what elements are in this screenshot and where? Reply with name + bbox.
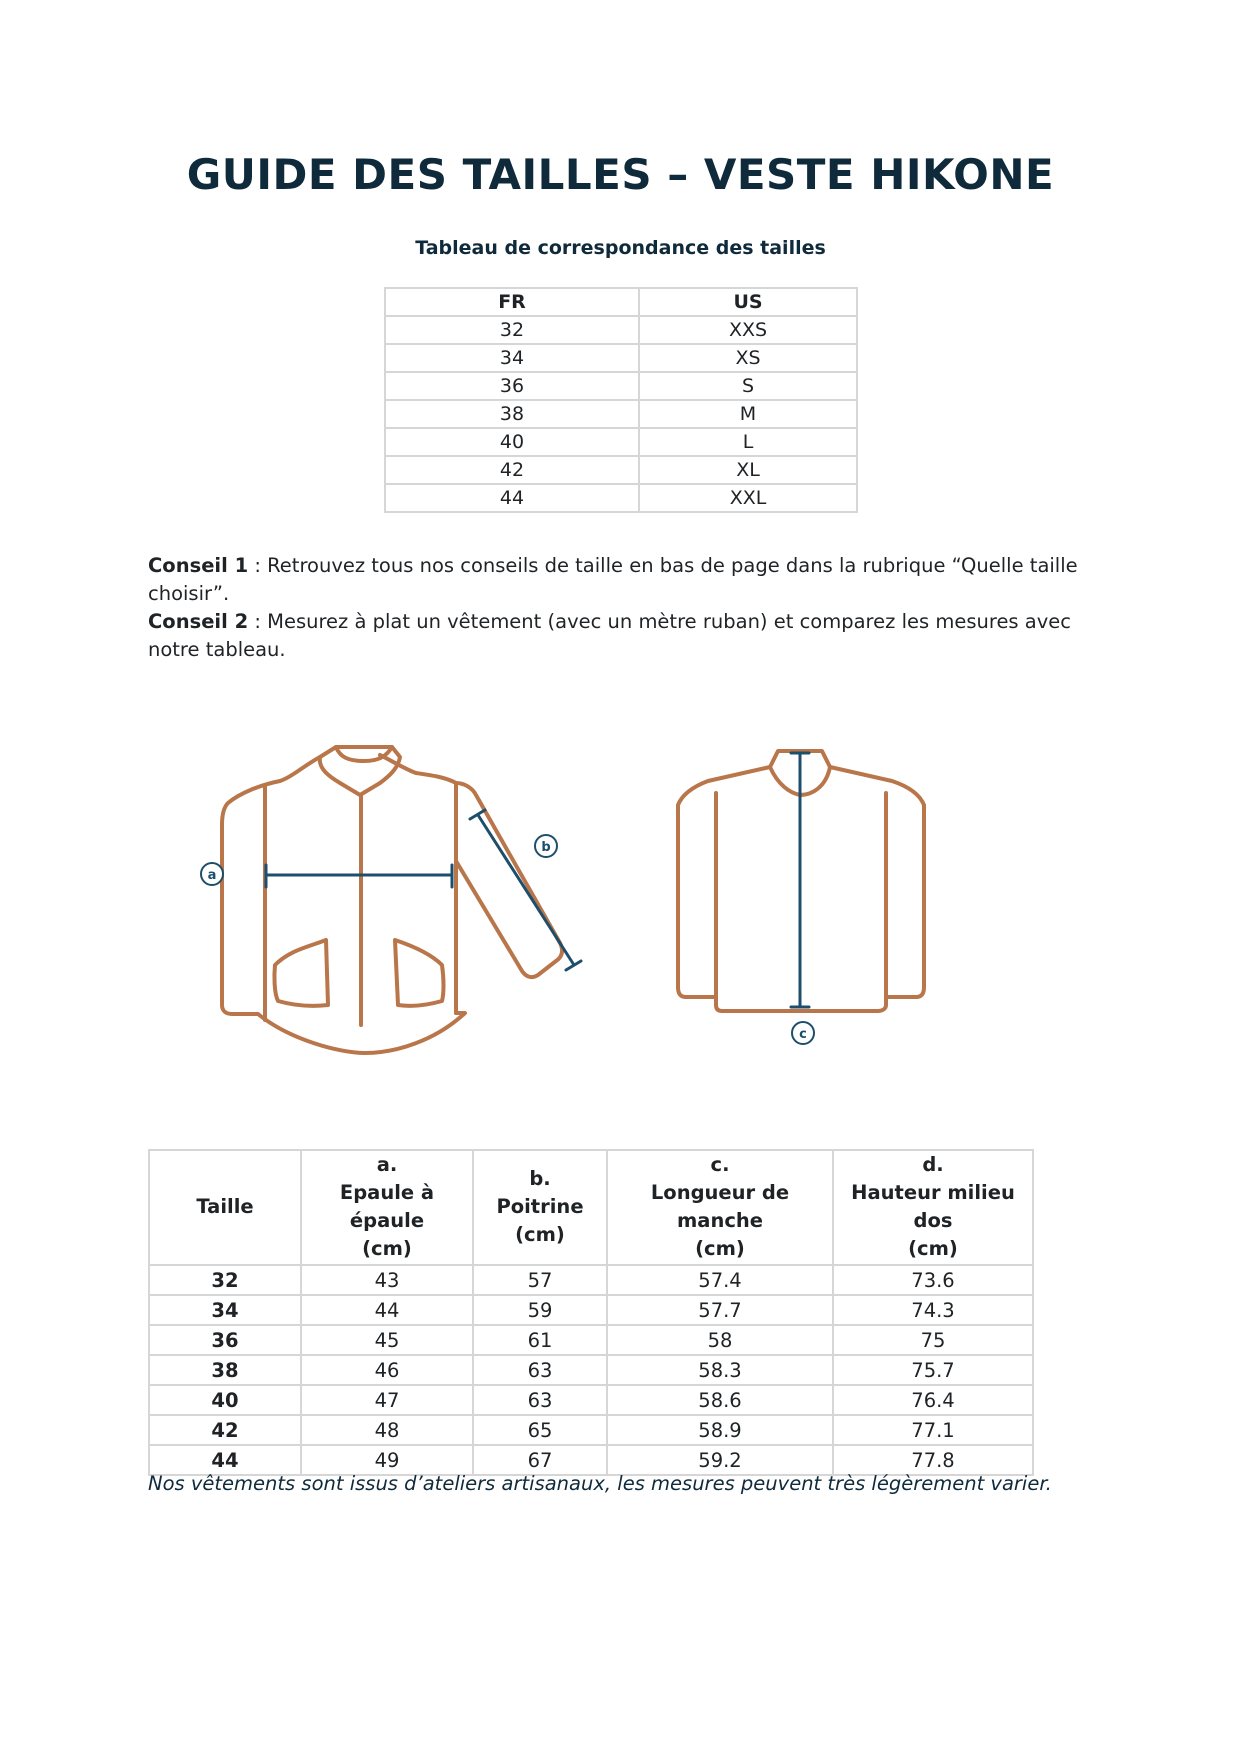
table-row (385, 400, 857, 428)
fr-size: 34 (385, 344, 639, 372)
marker-b-label: b (541, 840, 551, 855)
shoulder-cell: 46 (301, 1355, 473, 1385)
fr-size: 40 (385, 428, 639, 456)
chest-cell: 63 (473, 1385, 607, 1415)
back-height-cell: 77.8 (833, 1445, 1033, 1475)
column-name: Poitrine (496, 1195, 584, 1218)
shoulder-cell: 47 (301, 1385, 473, 1415)
tip-1-label: Conseil 1 (148, 554, 249, 577)
size-correspondence-table (384, 287, 858, 513)
marker-c-icon (792, 1022, 814, 1044)
back-height-cell: 76.4 (833, 1385, 1033, 1415)
sleeve-length-line (478, 815, 574, 965)
column-letter: c. (710, 1153, 730, 1176)
header-us: US (639, 288, 857, 316)
chest-cell: 59 (473, 1295, 607, 1325)
marker-a-icon (201, 863, 223, 885)
header-sleeve (607, 1150, 833, 1265)
column-letter: a. (376, 1153, 398, 1176)
table-row (149, 1325, 1033, 1355)
tip-2-label: Conseil 2 (148, 610, 249, 633)
sleeve-cell: 57.7 (607, 1295, 833, 1325)
column-unit: (cm) (362, 1237, 412, 1260)
sleeve-cell: 57.4 (607, 1265, 833, 1295)
marker-c-label: c (799, 1027, 807, 1042)
us-size: L (639, 428, 857, 456)
us-size: XS (639, 344, 857, 372)
us-size: XXL (639, 484, 857, 512)
table-header-row (385, 288, 857, 316)
marker-b-icon (535, 835, 557, 857)
jacket-front-illustration (222, 747, 562, 1053)
fr-size: 36 (385, 372, 639, 400)
table-row (385, 456, 857, 484)
back-height-cell: 77.1 (833, 1415, 1033, 1445)
table-row (385, 372, 857, 400)
table-row (385, 344, 857, 372)
column-unit: (cm) (908, 1237, 958, 1260)
chest-cell: 63 (473, 1355, 607, 1385)
size-cell: 32 (149, 1265, 301, 1295)
us-size: S (639, 372, 857, 400)
sizing-tips (148, 552, 1088, 664)
shoulder-cell: 45 (301, 1325, 473, 1355)
header-shoulder (301, 1150, 473, 1265)
size-cell: 38 (149, 1355, 301, 1385)
tip-1 (148, 552, 1088, 608)
header-fr: FR (385, 288, 639, 316)
us-size: XXS (639, 316, 857, 344)
tip-2 (148, 608, 1088, 664)
column-letter: d. (922, 1153, 944, 1176)
chest-cell: 65 (473, 1415, 607, 1445)
table-row (385, 428, 857, 456)
chest-cell: 67 (473, 1445, 607, 1475)
shoulder-cell: 48 (301, 1415, 473, 1445)
header-back-height (833, 1150, 1033, 1265)
size-cell: 34 (149, 1295, 301, 1325)
us-size: M (639, 400, 857, 428)
size-cell: 44 (149, 1445, 301, 1475)
shoulder-cell: 43 (301, 1265, 473, 1295)
table-row (385, 484, 857, 512)
table-row (149, 1415, 1033, 1445)
shoulder-cell: 49 (301, 1445, 473, 1475)
chest-cell: 61 (473, 1325, 607, 1355)
table-header-row (149, 1150, 1033, 1265)
back-height-cell: 73.6 (833, 1265, 1033, 1295)
column-unit: (cm) (515, 1223, 565, 1246)
jacket-measurement-diagram (180, 735, 1000, 1065)
back-height-cell: 74.3 (833, 1295, 1033, 1325)
back-height-cell: 75.7 (833, 1355, 1033, 1385)
marker-a-label: a (207, 868, 217, 883)
table-row (149, 1295, 1033, 1325)
measurement-lines (266, 753, 809, 1007)
table-row (149, 1385, 1033, 1415)
header-size: Taille (149, 1150, 301, 1265)
table-row (149, 1265, 1033, 1295)
column-name: Longueur de manche (650, 1181, 790, 1232)
fr-size: 32 (385, 316, 639, 344)
column-letter: b. (529, 1167, 551, 1190)
size-cell: 40 (149, 1385, 301, 1415)
page-title: GUIDE DES TAILLES – VESTE HIKONE (186, 150, 1055, 199)
sleeve-cell: 58.6 (607, 1385, 833, 1415)
size-cell: 42 (149, 1415, 301, 1445)
artisanal-note: Nos vêtements sont issus d’ateliers artisanaux, les mesures peuvent très légèrement varier. (148, 1472, 1052, 1495)
correspondence-subtitle: Tableau de correspondance des tailles (415, 237, 826, 259)
table-row (149, 1355, 1033, 1385)
fr-size: 38 (385, 400, 639, 428)
back-height-cell: 75 (833, 1325, 1033, 1355)
column-name: Hauteur milieu dos (851, 1181, 1015, 1232)
size-cell: 36 (149, 1325, 301, 1355)
fr-size: 44 (385, 484, 639, 512)
us-size: XL (639, 456, 857, 484)
column-name: Epaule à épaule (339, 1181, 435, 1232)
sleeve-cell: 58.3 (607, 1355, 833, 1385)
tip-1-text: : Retrouvez tous nos conseils de taille en bas de page dans la rubrique “Quelle taille choisir”. (148, 554, 1078, 605)
header-chest (473, 1150, 607, 1265)
sleeve-cell: 58 (607, 1325, 833, 1355)
fr-size: 42 (385, 456, 639, 484)
sleeve-cell: 58.9 (607, 1415, 833, 1445)
tip-2-text: : Mesurez à plat un vêtement (avec un mètre ruban) et comparez les mesures avec notre tableau. (148, 610, 1072, 661)
chest-cell: 57 (473, 1265, 607, 1295)
sleeve-cell: 59.2 (607, 1445, 833, 1475)
measurements-table (148, 1149, 1034, 1476)
table-row (385, 316, 857, 344)
column-unit: (cm) (695, 1237, 745, 1260)
table-row (149, 1445, 1033, 1475)
shoulder-cell: 44 (301, 1295, 473, 1325)
